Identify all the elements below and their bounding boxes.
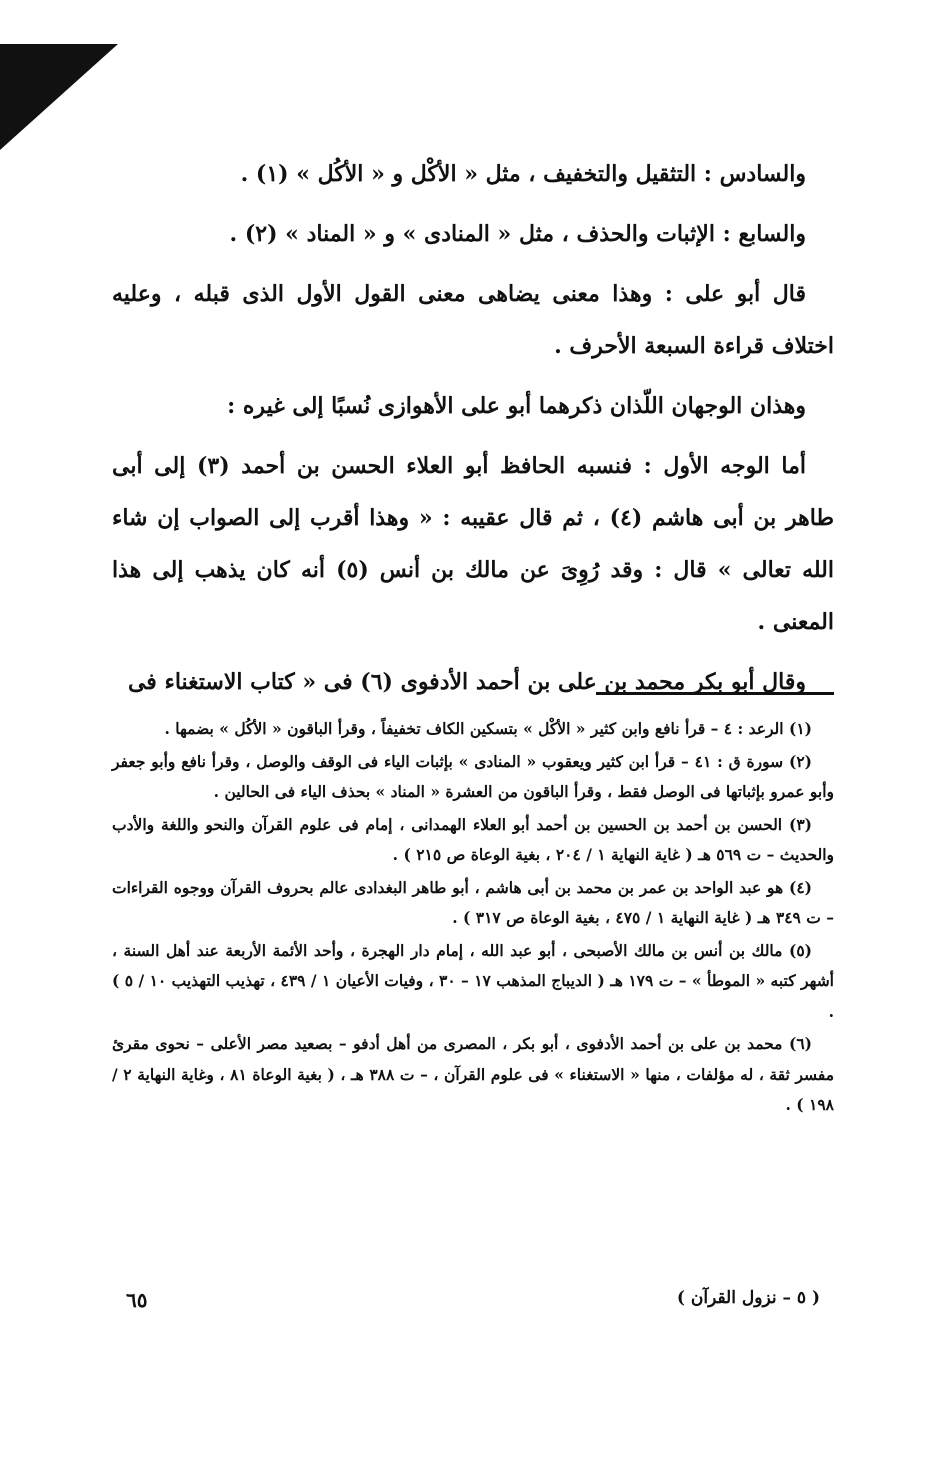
paragraph-seventh-aspect: والسابع : الإثبات والحذف ، مثل « المنادى » و « المناد » (٢) .	[229, 221, 806, 247]
footnote-3: (٣) الحسن بن أحمد بن الحسين بن أحمد أبو العلاء الهمدانى ، إمام فى علوم القرآن والنحو واللغة والأدب والحديث – ت ٥٦٩ هـ ( غاية النهاية ١ / ٢٠٤ ، بغية الوعاة ص ٢١٥ ) .	[112, 814, 834, 864]
footnote-5: (٥) مالك بن أنس بن مالك الأصبحى ، أبو عبد الله ، إمام دار الهجرة ، وأحد الأئمة الأربعة عند أهل السنة ، أشهر كتبه « الموطأ » – ت ١٧٩ هـ ( الديباج المذهب ١٧ – ٣٠ ، وفيات الأعيان ١ / ٤٣٩ ، تهذيب التهذيب ١٠ / ٥ ) .	[112, 940, 834, 1021]
paragraph-abu-ali-comment: قال أبو على : وهذا معنى يضاهى معنى القول الأول الذى قبله ، وعليه اختلاف قراءة السبعة الأحرف .	[112, 281, 834, 359]
footnote-separator	[596, 692, 834, 695]
paragraph-first-aspect: أما الوجه الأول : فنسبه الحافظ أبو العلاء الحسن بن أحمد (٣) إلى أبى طاهر بن أبى هاشم (٤) ، ثم قال عقيبه : « وهذا أقرب إلى الصواب إن شاء الله تعالى » قال : وقد رُوِىَ عن مالك بن أنس (٥) أنه كان يذهب إلى هذا المعنى .	[112, 453, 835, 635]
paragraph-sixth-aspect: والسادس : التثقيل والتخفيف ، مثل « الأكْل و « الأكُل » (١) .	[240, 161, 806, 187]
paragraph-abu-bakr: وقال أبو بكر محمد بن على بن أحمد الأدفوى (٦) فى « كتاب الاستغناء فى	[127, 669, 806, 695]
page-footer	[112, 1288, 834, 1318]
footnote-4: (٤) هو عبد الواحد بن عمر بن محمد بن أبى هاشم ، أبو طاهر البغدادى عالم بحروف القرآن ووجوه القراءات – ت ٣٤٩ هـ ( غاية النهاية ١ / ٤٧٥ ، بغية الوعاة ص ٣١٧ ) .	[112, 877, 834, 927]
paragraph-two-aspects: وهذان الوجهان اللّذان ذكرهما أبو على الأهوازى نُسبًا إلى غيره :	[227, 393, 806, 419]
footnotes	[112, 714, 834, 1123]
running-footer: ( ٥ – نزول القرآن )	[676, 1288, 820, 1308]
page-corner-mark	[0, 44, 118, 150]
footnote-6: (٦) محمد بن على بن أحمد الأدفوى ، أبو بكر ، المصرى من أهل أدفو – بصعيد مصر الأعلى – نحوى مقرئ مفسر ثقة ، له مؤلفات ، منها « الاستغناء » فى علوم القرآن ، – ت ٣٨٨ هـ ، ( بغية الوعاة ٨١ ، وغاية النهاية ٢ / ١٩٨ ) .	[112, 1034, 834, 1114]
page-number: ٦٥	[126, 1288, 148, 1312]
main-text	[112, 148, 834, 716]
footnote-2: (٢) سورة ق : ٤١ – قرأ ابن كثير ويعقوب « المنادى » بإثبات الياء فى الوقف والوصل ، وقرأ نافع وأبو جعفر وأبو عمرو بإثباتها فى الوصل فقط ، وقرأ الباقون من العشرة « المناد » بحذف الياء فى الحالين .	[112, 751, 834, 801]
footnote-1: (١) الرعد : ٤ – قرأ نافع وابن كثير « الأكْل » بتسكين الكاف تخفيفاً ، وقرأ الباقون « الأكُل » بضمها .	[164, 719, 812, 738]
